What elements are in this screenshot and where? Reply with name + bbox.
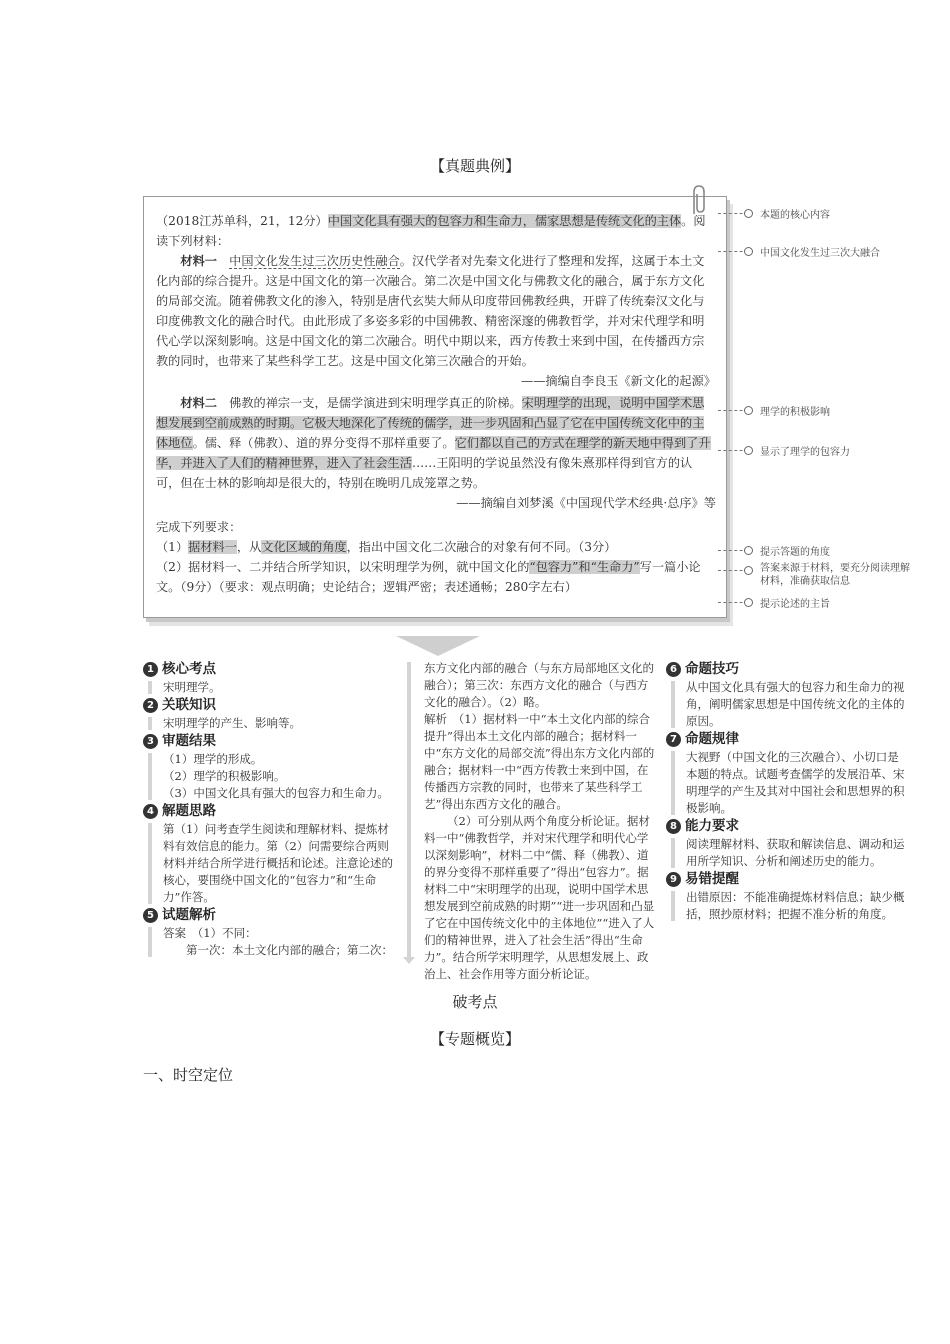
material-one-source: ——摘编自李良玉《新文化的起源》 [521, 374, 716, 388]
section-line: 第（1）问考查学生阅读和理解材料、提炼材料有效信息的能力。第（2）问需要综合两则材料并结合所学进行概括和论述。注意论述的核心，要围绕中国文化的“包容力”和“生命力”作答。 [163, 822, 393, 904]
section-title: 能力要求 [685, 818, 739, 834]
number-badge-icon: 4 [143, 804, 158, 819]
section-title: 核心考点 [162, 661, 216, 677]
number-badge-icon: 5 [143, 908, 158, 923]
note-dot [744, 406, 753, 415]
section-line: 阅读理解材料、获取和解读信息、调动和运用所学知识、分析和阐述历史的能力。 [686, 837, 905, 868]
material-two-text-b: 。儒、释（佛教）、道的界分变得不那样重要了。 [192, 436, 455, 450]
number-badge-icon: 9 [666, 872, 681, 887]
section-line: （3）中国文化具有强大的包容力和生命力。 [163, 786, 389, 800]
analysis-left-column [143, 660, 393, 959]
section-line: 第一次：本土文化内部的融合；第二次： [163, 943, 393, 957]
section-title: 试题解析 [162, 907, 216, 923]
section-question-pattern [666, 730, 910, 817]
section-line: 宋明理学的产生、影响等。 [163, 716, 301, 730]
question-source: （2018江苏单科，21，12分） [156, 214, 328, 228]
annotation-note-5: 提示答题的角度 [760, 547, 830, 558]
material-one-text: 。汉代学者对先秦文化进行了整理和发挥，这属于本土文化内部的综合提升。这是中国文化的第一次融合。第二次是中国文化与佛教文化的融合，属于东方文化的局部交流。随着佛教文化的渗入，特别是唐代玄奘大师从印度带回佛教经典，开辟了传统秦汉文化与印度佛教文化的融合时代。由此形成了多姿多彩的中国佛教、精密深邃的佛教哲学，并对宋代理学和明代心学以深刻影响。这是中国文化的第二次融合。明代中期以来，西方传教士来到中国，在传播西方宗教的同时，也带来了某些科学工艺。这是中国文化第三次融合的开始。 [156, 254, 705, 368]
section-core-point [143, 660, 393, 696]
q2-highlight: “包容力”和“生命力” [529, 560, 640, 574]
number-badge-icon: 2 [143, 698, 158, 713]
analysis-middle-column [424, 660, 658, 983]
section-heading-break-points: 破考点 [452, 993, 498, 1011]
section-question-technique [666, 660, 910, 730]
section-line: 大视野（中国文化的三次融合）、小切口是本题的特点。试题考查儒学的发展沿革、宋明理学的产生及其对中国社会和思想界的积极影响。 [686, 750, 905, 815]
number-badge-icon: 7 [666, 732, 681, 747]
section-review-result [143, 732, 393, 802]
material-two-label: 材料二 [180, 396, 217, 410]
section-solution-approach [143, 802, 393, 906]
note-dot [744, 566, 753, 575]
section-heading-overview: 【专题概览】 [429, 1030, 520, 1048]
material-two-text-a: 佛教的禅宗一支，是儒学演进到宋明理学真正的阶梯。 [229, 396, 522, 410]
note-dot [744, 209, 753, 218]
material-one-highlight: 中国文化发生过三次历史性融合 [229, 254, 400, 268]
annotation-note-4: 显示了理学的包容力 [760, 447, 850, 458]
section-heading-exam-example: 【真题典例】 [429, 157, 520, 175]
q1-angle-highlight: 文化区域的角度 [261, 540, 347, 554]
material-one-label: 材料一 [180, 254, 217, 268]
section-line: 从中国文化具有强大的包容力和生命力的视角，阐明儒家思想是中国传统文化的主体的原因。 [686, 680, 905, 728]
annotation-note-7: 提示论述的主旨 [760, 599, 830, 610]
number-badge-icon: 1 [143, 662, 158, 677]
q1-number: （1） [156, 540, 189, 554]
column-arrow-line [407, 662, 411, 958]
note-dot [744, 598, 753, 607]
section-related-knowledge [143, 696, 393, 732]
section-line: 宋明理学。 [163, 680, 221, 694]
section-question-analysis [143, 906, 393, 959]
q1-text-a: ，从 [236, 540, 262, 554]
material-two-source: ——摘编自刘梦溪《中国现代学术经典·总序》等 [456, 496, 716, 510]
number-badge-icon: 3 [143, 734, 158, 749]
section-line: （2）理学的积极影响。 [163, 769, 286, 783]
note-dot [744, 247, 753, 256]
note-dot [744, 546, 753, 555]
exam-question-card [143, 196, 727, 618]
annotation-note-1: 本题的核心内容 [760, 210, 830, 221]
annotation-note-2: 中国文化发生过三次大融合 [760, 248, 880, 259]
material-two-highlight-2: 它们都以自己的方式在理学的新天地中得到了升华，并进入了人们的精神世界，进入了社会生活 [156, 436, 711, 470]
question-intro: 。阅读下列材料： [156, 214, 706, 248]
down-arrow-icon [396, 636, 480, 656]
analysis-right-column [666, 660, 910, 923]
q2-text-a: （2）据材料一、二并结合所学知识，以宋明理学为例，就中国文化的 [156, 560, 530, 574]
annotation-note-6: 答案来源于材料，要充分阅读理解材料，准确获取信息 [760, 563, 910, 587]
annotation-note-3: 理学的积极影响 [760, 407, 830, 418]
section-ability-requirement [666, 817, 910, 870]
subsection-time-space: 一、时空定位 [143, 1066, 234, 1084]
analysis-part-2: （2）可分别从两个角度分析论证。据材料一中“佛教哲学，并对宋代理学和明代心学以深刻影响”，材料二中“儒、释（佛教）、道的界分变得不那样重要了”得出“包容力”。据材料二中“宋明理学的出现，说明中国学术思想发展到空前成熟的时期”“进一步巩固和凸显了它在中国传统文化中的主体地位”“进入了人们的精神世界，进入了社会生活”得出“生命力”。结合所学宋明理学，从思想发展上、政治上、社会作用等方面分析论证。 [424, 814, 655, 981]
question-theme-highlight: 中国文化具有强大的包容力和生命力，儒家思想是传统文化的主体 [327, 214, 682, 228]
section-title: 解题思路 [162, 803, 216, 819]
number-badge-icon: 8 [666, 819, 681, 834]
section-line: 答案 （1）不同： [163, 926, 257, 940]
requirements-title: 完成下列要求： [156, 520, 242, 534]
paperclip-icon [688, 184, 710, 216]
material-two-highlight-1: 宋明理学的出现，说明中国学术思想发展到空前成熟的时期。它极大地深化了传统的儒学，进一步巩固和凸显了它在中国传统文化中的主体地位 [156, 396, 705, 450]
section-error-reminder [666, 870, 910, 923]
q1-material-highlight: 据材料一 [188, 540, 237, 554]
section-title: 审题结果 [162, 733, 216, 749]
section-title: 易错提醒 [685, 871, 739, 887]
analysis-part-1: 解析 （1）据材料一中“本土文化内部的综合提升”得出本土文化内部的融合；据材料一中“东方文化的局部交流”得出东方文化内部的融合；据材料一中“西方传教士来到中国，在传播西方宗教的同时，也带来了某些科学工艺”得出东西方文化的融合。 [424, 712, 655, 811]
note-dot [744, 446, 753, 455]
q1-text-b: ，指出中国文化二次融合的对象有何不同。（3分） [346, 540, 617, 554]
number-badge-icon: 6 [666, 662, 681, 677]
section-line: （1）理学的形成。 [163, 752, 263, 766]
material-two-text-c: ……王阳明的学说虽然没有像朱熹那样得到官方的认可，但在士林的影响却是很大的，特别在晚明几成笼罩之势。 [156, 456, 693, 490]
section-title: 关联知识 [162, 697, 216, 713]
q2-text-b: 写一篇小论文。（9分）（要求：观点明确；史论结合；逻辑严密；表述通畅；280字左右） [156, 560, 701, 594]
answer-continued: 东方文化内部的融合（与东方局部地区文化的融合）；第三次：东西方文化的融合（与西方文化的融合）。（2）略。 [424, 661, 654, 709]
section-title: 命题技巧 [685, 661, 739, 677]
section-title: 命题规律 [685, 731, 739, 747]
section-line: 出错原因：不能准确提炼材料信息；缺少概括，照抄原材料；把握不准分析的角度。 [686, 890, 905, 921]
